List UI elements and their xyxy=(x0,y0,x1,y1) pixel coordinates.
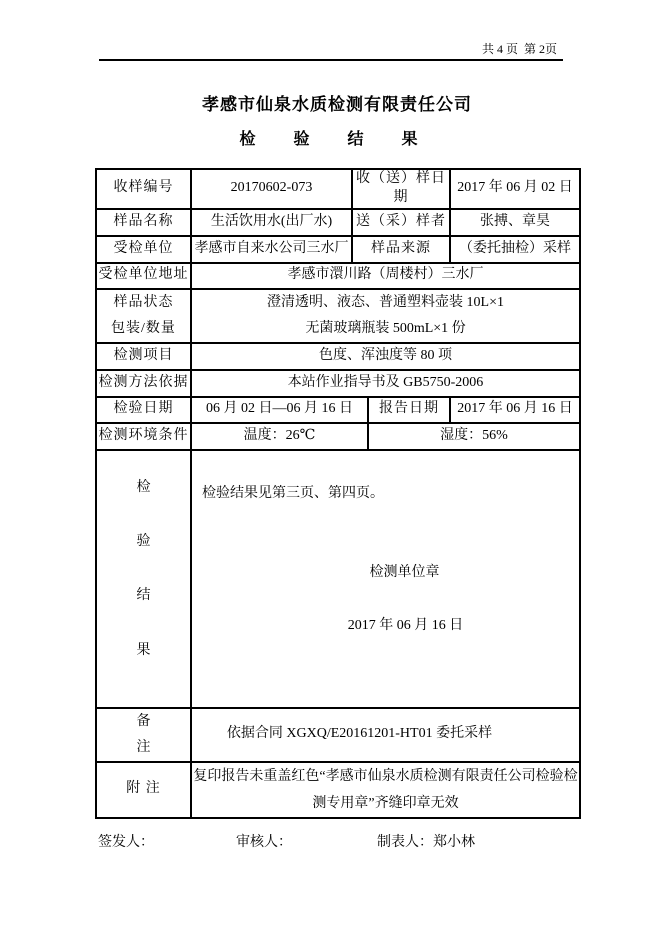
sample-source-value: （委托抽检）采样 xyxy=(450,236,580,263)
results-date: 2017 年 06 月 16 日 xyxy=(347,617,464,633)
sample-state-label-line1: 样品状态 xyxy=(113,294,174,310)
reviewer-label: 审核人： xyxy=(236,835,292,850)
issuer-label: 签发人： xyxy=(98,835,154,850)
sample-state-label-line2: 包装/数量 xyxy=(111,320,176,336)
test-items-value: 色度、浑浊度等 80 项 xyxy=(191,343,580,370)
results-label-char-3: 结 xyxy=(136,588,151,604)
test-date-label: 检验日期 xyxy=(96,397,191,423)
header-rule xyxy=(99,59,563,61)
environment-temperature: 温度：26℃ xyxy=(191,423,368,450)
unit-address-value: 孝感市澴川路（周楼村）三水厂 xyxy=(191,263,580,289)
report-date-label: 报告日期 xyxy=(368,397,450,423)
sample-state-value-line1: 澄清透明、液态、普通塑料壶装 10L×1 xyxy=(267,294,504,310)
test-date-value: 06 月 02 日—06 月 16 日 xyxy=(191,397,368,423)
results-label-char-2: 验 xyxy=(136,534,151,550)
sample-name-label: 样品名称 xyxy=(96,209,191,236)
inspected-unit-label: 受检单位 xyxy=(96,236,191,263)
receive-date-label: 收（送）样日期 xyxy=(352,169,450,209)
results-label-char-1: 检 xyxy=(136,479,151,495)
page-title: 检 验 结 果 xyxy=(239,131,435,148)
sample-no-value: 20170602-073 xyxy=(191,169,352,209)
sample-state-label xyxy=(96,289,191,343)
inspected-unit-value: 孝感市自来水公司三水厂 xyxy=(191,236,352,263)
row-results xyxy=(96,450,580,708)
row-environment xyxy=(96,423,580,450)
appendix-line-2: 测专用章”齐缝印章无效 xyxy=(312,795,459,811)
remark-label-char-1: 备 xyxy=(136,713,151,729)
sampler-value: 张搏、章昊 xyxy=(450,209,580,236)
remark-text: 依据合同 XGXQ/E20161201-HT01 委托采样 xyxy=(226,726,493,742)
unit-address-label: 受检单位地址 xyxy=(96,263,191,289)
results-cell xyxy=(191,450,580,708)
row-sample-state xyxy=(96,289,580,343)
environment-label: 检测环境条件 xyxy=(96,423,191,450)
row-sample-name xyxy=(96,209,580,236)
page-number: 共 4 页 第 2页 xyxy=(481,42,557,56)
remark-label-char-2: 注 xyxy=(136,739,151,755)
sample-source-label: 样品来源 xyxy=(352,236,450,263)
row-appendix xyxy=(96,762,580,818)
row-inspected-unit xyxy=(96,236,580,263)
method-basis-value: 本站作业指导书及 GB5750-2006 xyxy=(191,370,580,397)
seal-placeholder-label: 检测单位章 xyxy=(369,564,440,580)
appendix-content xyxy=(191,762,580,818)
results-note: 检验结果见第三页、第四页。 xyxy=(202,485,384,501)
preparer-label: 制表人：郑小林 xyxy=(377,835,475,850)
receive-date-value: 2017 年 06 月 02 日 xyxy=(450,169,580,209)
inspection-form-table xyxy=(95,168,581,819)
method-basis-label: 检测方法依据 xyxy=(96,370,191,397)
results-vertical-label xyxy=(96,450,191,708)
company-title: 孝感市仙泉水质检测有限责任公司 xyxy=(202,95,472,114)
appendix-label: 附 注 xyxy=(96,762,191,818)
remark-content xyxy=(191,708,580,762)
sample-state-value-line2: 无菌玻璃瓶装 500mL×1 份 xyxy=(305,320,466,336)
row-remark xyxy=(96,708,580,762)
row-sample-no xyxy=(96,169,580,209)
row-unit-address xyxy=(96,263,580,289)
sampler-label: 送（采）样者 xyxy=(352,209,450,236)
row-method-basis xyxy=(96,370,580,397)
sample-name-value: 生活饮用水(出厂水) xyxy=(191,209,352,236)
results-label-char-4: 果 xyxy=(136,642,151,658)
remark-label xyxy=(96,708,191,762)
sample-state-value xyxy=(191,289,580,343)
row-test-items xyxy=(96,343,580,370)
test-items-label: 检测项目 xyxy=(96,343,191,370)
report-date-value: 2017 年 06 月 16 日 xyxy=(450,397,580,423)
row-dates xyxy=(96,397,580,423)
appendix-line-1: 复印报告未重盖红色“孝感市仙泉水质检测有限责任公司检验检 xyxy=(193,768,578,784)
sample-no-label: 收样编号 xyxy=(96,169,191,209)
environment-humidity: 湿度：56% xyxy=(368,423,580,450)
